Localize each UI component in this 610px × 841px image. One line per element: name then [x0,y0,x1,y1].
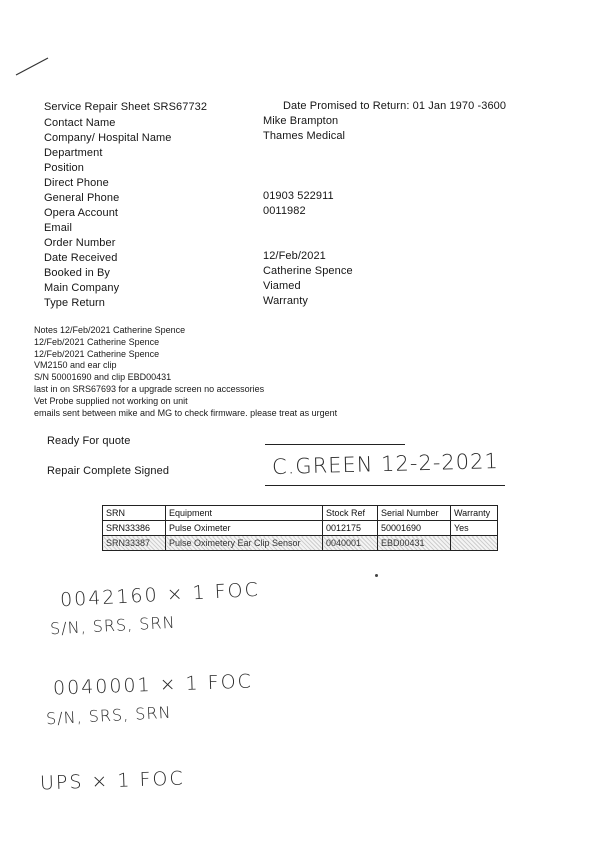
field-label: Position [44,162,84,174]
handwritten-note-2: 0040001 × 1 FOC [52,670,254,700]
field-value: Catherine Spence [263,265,353,277]
table-header: Warranty [451,506,498,521]
table-cell: SRN33387 [103,536,166,551]
field-value: 0011982 [263,205,306,217]
sheet-title: Service Repair Sheet SRS67732 [44,101,208,113]
note-line: 12/Feb/2021 Catherine Spence [34,336,160,347]
field-value [263,159,353,174]
handwritten-note-2-sub: S/N, SRS, SRN [45,702,172,729]
table-header: SRN [103,506,166,521]
repair-complete-label: Repair Complete Signed [47,465,170,477]
field-label: Contact Name [44,117,116,129]
table-cell: Yes [451,521,498,536]
table-cell: EBD00431 [378,536,451,551]
field-label: General Phone [44,192,120,204]
table-cell: 0040001 [323,536,378,551]
field-label: Order Number [44,237,116,249]
field-labels [44,116,172,311]
notes-block [34,325,337,419]
repair-signature: C.GREEN 12-2-2021 [271,449,500,479]
field-value: 01903 522911 [263,190,334,202]
note-line: Notes 12/Feb/2021 Catherine Spence [34,325,186,335]
table-header: Serial Number [378,506,451,521]
field-value [263,234,353,249]
field-label: Direct Phone [44,177,109,189]
handwritten-note-1-sub: S/N, SRS, SRN [49,612,176,639]
table-cell: 50001690 [378,521,451,536]
ready-for-quote-label: Ready For quote [47,435,131,447]
ready-signature-line [265,444,405,445]
field-label: Email [44,222,73,234]
handwritten-note-3: UPS × 1 FOC [39,767,186,795]
handwritten-note-1: 0042160 × 1 FOC [59,578,261,612]
table-row [103,536,498,551]
table-cell: 0012175 [323,521,378,536]
table-header: Stock Ref [323,506,378,521]
field-value: Viamed [263,280,301,292]
table-header-row [103,506,498,521]
date-promised: Date Promised to Return: 01 Jan 1970 -3600 [283,100,507,112]
equipment-table [102,505,498,551]
table-cell [451,536,498,551]
table-cell: Pulse Oximeter [166,521,323,536]
field-value: 12/Feb/2021 [263,250,326,262]
note-line: Vet Probe supplied not working on unit [34,395,188,406]
field-value [263,174,353,189]
note-line: last in on SRS67693 for a upgrade screen no accessories [34,383,265,394]
table-header: Equipment [166,506,323,521]
field-label: Opera Account [44,207,119,219]
table-row [103,521,498,536]
note-line: 12/Feb/2021 Catherine Spence [34,348,160,359]
field-value: Mike Brampton [263,115,339,127]
field-label: Main Company [44,282,120,294]
field-label: Type Return [44,297,106,309]
field-value: Warranty [263,295,309,307]
note-line: VM2150 and ear clip [34,360,117,371]
field-label: Company/ Hospital Name [44,132,172,144]
field-value [263,144,353,159]
field-label: Department [44,147,103,159]
field-values [263,114,353,309]
field-label: Date Received [44,252,118,264]
field-value: Thames Medical [263,130,346,142]
note-line: emails sent between mike and MG to check firmware. please treat as urgent [34,407,338,418]
field-value [263,219,353,234]
note-line: S/N 50001690 and clip EBD00431 [34,372,172,383]
table-cell: Pulse Oximetery Ear Clip Sensor [166,536,323,551]
table-cell: SRN33386 [103,521,166,536]
stray-dot [375,574,378,577]
complete-signature-line [265,485,505,486]
field-label: Booked in By [44,267,111,279]
pen-mark [14,55,50,79]
